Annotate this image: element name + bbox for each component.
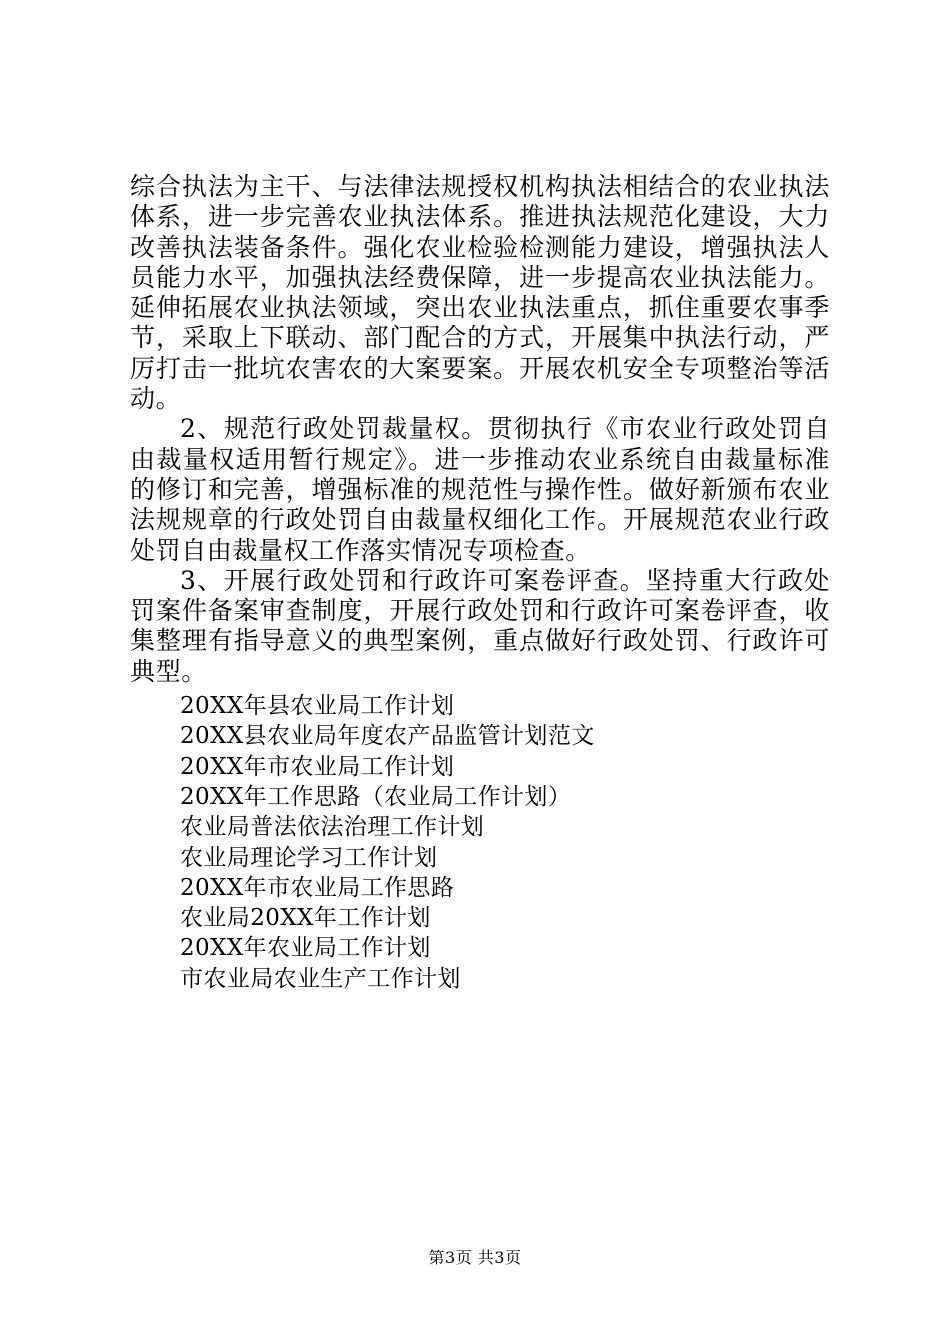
body-paragraph-3: 3、开展行政处罚和行政许可案卷评查。坚持重大行政处罚案件备案审查制度，开展行政处罚和行政许可案卷评查，收集整理有指导意义的典型案例，重点做好行政处罚、行政许可典型。 bbox=[130, 565, 830, 686]
related-link-item[interactable]: 农业局理论学习工作计划 bbox=[180, 844, 438, 871]
body-paragraph-2: 2、规范行政处罚裁量权。贯彻执行《市农业行政处罚自由裁量权适用暂行规定》。进一步推动农业系统自由裁量标准的修订和完善，增强标准的规范性与操作性。做好新颁布农业法规规章的行政处罚自由裁量权细化工作。开展规范农业行政处罚自由裁量权工作落实情况专项检查。 bbox=[130, 414, 830, 565]
related-link-item[interactable]: 20XX年县农业局工作计划 bbox=[180, 693, 455, 720]
page-number-footer: 第3页 共3页 bbox=[428, 1248, 522, 1267]
related-link-item[interactable]: 市农业局农业生产工作计划 bbox=[180, 965, 461, 992]
related-link-item[interactable]: 农业局普法依法治理工作计划 bbox=[180, 814, 485, 841]
related-links-list bbox=[130, 691, 830, 994]
related-link-item[interactable]: 20XX年市农业局工作计划 bbox=[180, 753, 455, 780]
related-link-item[interactable]: 20XX年工作思路（农业局工作计划） bbox=[180, 783, 572, 810]
related-link-item[interactable]: 农业局20XX年工作计划 bbox=[180, 905, 431, 932]
page-content bbox=[130, 172, 830, 994]
related-link-item[interactable]: 20XX年市农业局工作思路 bbox=[180, 874, 455, 901]
related-link-item[interactable]: 20XX年农业局工作计划 bbox=[180, 935, 431, 962]
related-link-item[interactable]: 20XX县农业局年度农产品监管计划范文 bbox=[180, 723, 595, 750]
body-paragraph-1: 综合执法为主干、与法律法规授权机构执法相结合的农业执法体系，进一步完善农业执法体系。推进执法规范化建设，大力改善执法装备条件。强化农业检验检测能力建设，增强执法人员能力水平，加强执法经费保障，进一步提高农业执法能力。延伸拓展农业执法领域，突出农业执法重点，抓住重要农事季节，采取上下联动、部门配合的方式，开展集中执法行动，严厉打击一批坑农害农的大案要案。开展农机安全专项整治等活动。 bbox=[130, 172, 830, 414]
